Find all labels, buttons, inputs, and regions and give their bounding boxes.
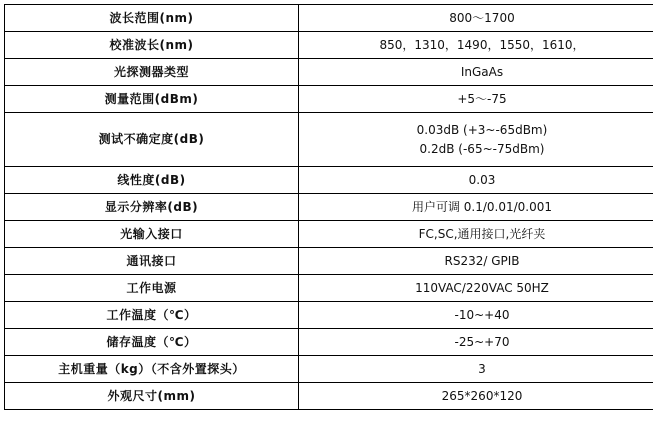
table-row	[5, 329, 653, 356]
spec-value	[299, 194, 653, 221]
spec-value	[299, 383, 653, 410]
spec-label: 校准波长(nm)	[5, 32, 299, 59]
spec-value	[299, 221, 653, 248]
spec-value-line: 用户可调 0.1/0.01/0.001	[411, 199, 553, 214]
spec-value	[299, 248, 653, 275]
spec-label: 主机重量（kg）（不含外置探头）	[5, 356, 299, 383]
table-row	[5, 86, 653, 113]
spec-value	[299, 275, 653, 302]
table-row	[5, 302, 653, 329]
specification-table	[4, 4, 653, 410]
spec-value-line: FC,SC,通用接口,光纤夹	[418, 226, 546, 241]
spec-value	[299, 329, 653, 356]
spec-value-line: 800～1700	[449, 10, 515, 25]
spec-label: 工作温度（℃）	[5, 302, 299, 329]
spec-value	[299, 86, 653, 113]
spec-value-line: 0.03dB (+3~-65dBm)	[416, 123, 548, 138]
table-row	[5, 113, 653, 167]
spec-label: 光探测器类型	[5, 59, 299, 86]
spec-label: 波长范围(nm)	[5, 5, 299, 32]
spec-value-line: 110VAC/220VAC 50HZ	[415, 280, 549, 295]
spec-value	[299, 59, 653, 86]
spec-label: 显示分辨率(dB)	[5, 194, 299, 221]
table-row	[5, 194, 653, 221]
spec-value-line: 3	[478, 361, 486, 376]
spec-label: 测试不确定度(dB)	[5, 113, 299, 167]
table-row	[5, 5, 653, 32]
spec-label: 测量范围(dBm)	[5, 86, 299, 113]
spec-value-line: RS232/ GPIB	[444, 253, 520, 268]
table-row	[5, 275, 653, 302]
spec-label: 线性度(dB)	[5, 167, 299, 194]
spec-label: 外观尺寸(mm)	[5, 383, 299, 410]
spec-value	[299, 356, 653, 383]
spec-value-line: InGaAs	[460, 64, 504, 79]
table-row	[5, 383, 653, 410]
spec-value	[299, 113, 653, 167]
spec-value	[299, 5, 653, 32]
spec-value-line: +5～-75	[457, 91, 507, 106]
spec-label: 通讯接口	[5, 248, 299, 275]
table-row	[5, 248, 653, 275]
spec-value-line: 0.2dB (-65~-75dBm)	[419, 141, 545, 156]
spec-value	[299, 32, 653, 59]
spec-value	[299, 167, 653, 194]
table-row	[5, 356, 653, 383]
table-row	[5, 167, 653, 194]
table-row	[5, 32, 653, 59]
spec-label: 工作电源	[5, 275, 299, 302]
spec-label: 储存温度（℃）	[5, 329, 299, 356]
specification-table-body	[5, 5, 653, 410]
spec-value-line: 850，1310，1490，1550，1610，	[379, 37, 585, 52]
spec-value-line: -10~+40	[454, 307, 510, 322]
table-row	[5, 221, 653, 248]
spec-value-line: 265*260*120	[441, 388, 523, 403]
spec-value-line: 0.03	[468, 172, 496, 187]
table-row	[5, 59, 653, 86]
spec-value-line: -25~+70	[454, 334, 510, 349]
spec-value	[299, 302, 653, 329]
spec-label: 光输入接口	[5, 221, 299, 248]
